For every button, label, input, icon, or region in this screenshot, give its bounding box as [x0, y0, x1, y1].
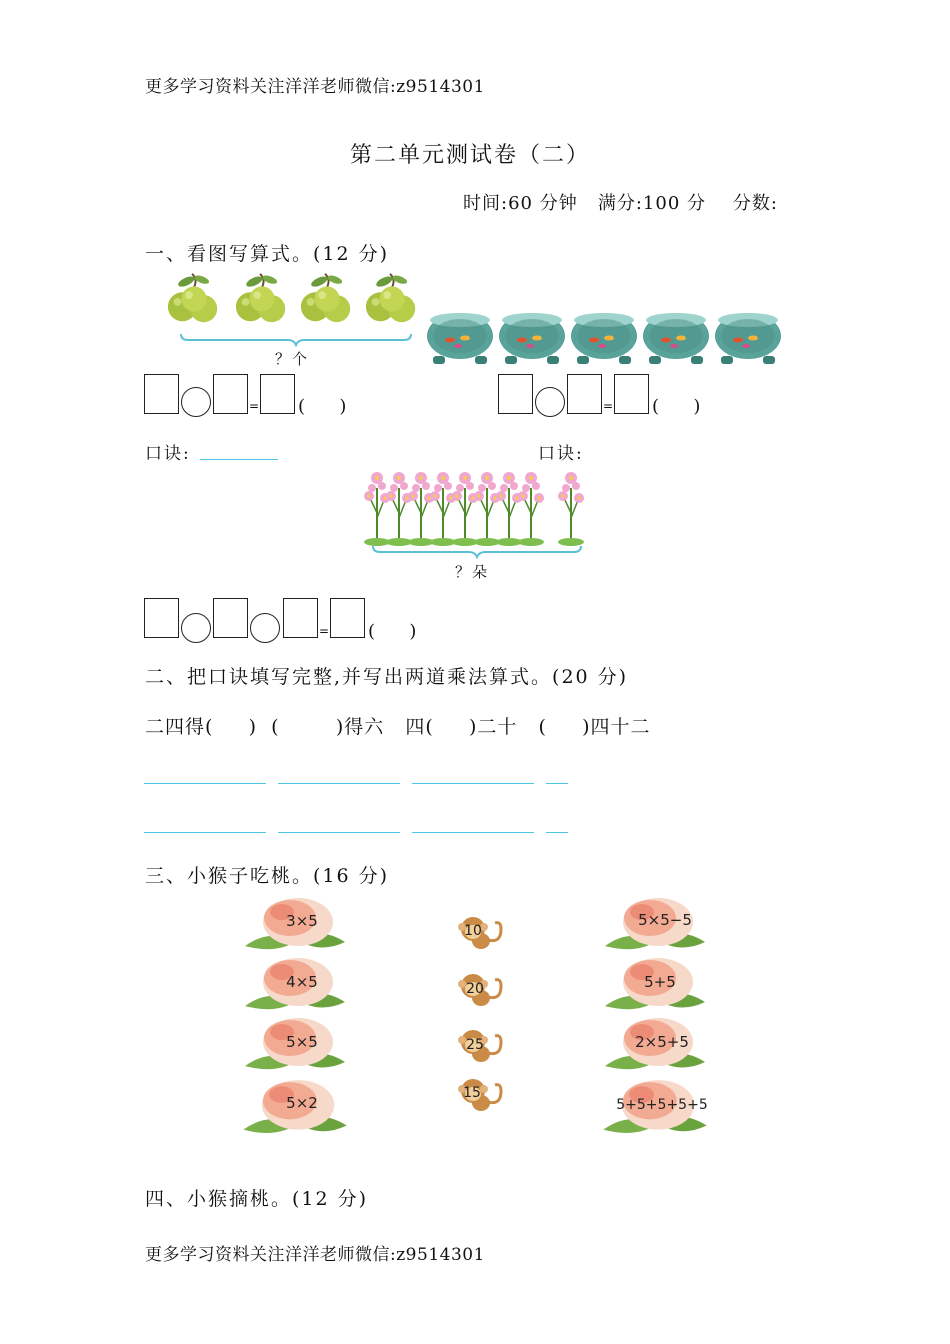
monkey-label: 25 [466, 1037, 484, 1053]
answer-box[interactable] [213, 374, 248, 414]
answer-box[interactable] [283, 598, 318, 638]
peach-label: 5×5−5 [638, 911, 692, 929]
pear-brace [180, 333, 412, 347]
pear-count-label: ？个 [275, 350, 310, 368]
operator-circle[interactable] [535, 387, 565, 417]
operator-circle[interactable] [181, 613, 211, 643]
peach-label: 5+5+5+5+5 [616, 1097, 708, 1113]
pear-group-image [165, 268, 420, 333]
answer-box[interactable] [144, 598, 179, 638]
header-note: 更多学习资料关注洋洋老师微信:z9514301 [145, 77, 485, 97]
answer-line[interactable] [144, 783, 266, 784]
q4-heading: 四、小猴摘桃。(12 分) [145, 1188, 369, 1210]
answer-paren[interactable]: ( ) [298, 396, 347, 417]
monkey-label: 20 [466, 981, 484, 997]
equals-sign: = [319, 624, 330, 638]
answer-box[interactable] [260, 374, 295, 414]
equals-sign: = [603, 399, 614, 413]
answer-line[interactable] [412, 832, 534, 833]
answer-box[interactable] [213, 598, 248, 638]
monkey-label: 15 [463, 1085, 481, 1101]
peach-label: 5+5 [644, 973, 676, 991]
equals-sign: = [249, 399, 260, 413]
footer-note: 更多学习资料关注洋洋老师微信:z9514301 [145, 1245, 485, 1265]
answer-box[interactable] [614, 374, 649, 414]
fish-bowl-group-image [425, 308, 785, 370]
answer-line[interactable] [278, 783, 400, 784]
answer-line[interactable] [546, 832, 568, 833]
operator-circle[interactable] [250, 613, 280, 643]
flower-brace [372, 545, 582, 559]
answer-line[interactable] [144, 832, 266, 833]
answer-paren[interactable]: ( ) [368, 621, 417, 642]
answer-box[interactable] [567, 374, 602, 414]
peach-label: 5×2 [286, 1094, 318, 1112]
flower-group-image [362, 468, 590, 548]
q2-heading: 二、把口诀填写完整,并写出两道乘法算式。(20 分) [145, 666, 629, 688]
peach-label: 4×5 [286, 973, 318, 991]
answer-box[interactable] [330, 598, 365, 638]
koujue-label-left: 口诀: [145, 444, 191, 464]
koujue-label-right: 口诀: [538, 444, 584, 464]
page-title: 第二单元测试卷（二） [350, 143, 591, 168]
answer-paren[interactable]: ( ) [652, 396, 701, 417]
answer-box[interactable] [498, 374, 533, 414]
q2-koujue-line: 二四得( ) ( )得六 四( )二十 ( )四十二 [145, 716, 651, 738]
answer-line[interactable] [546, 783, 568, 784]
q3-heading: 三、小猴子吃桃。(16 分) [145, 865, 390, 887]
operator-circle[interactable] [181, 387, 211, 417]
peach-label: 5×5 [286, 1033, 318, 1051]
answer-line[interactable] [278, 832, 400, 833]
answer-box[interactable] [144, 374, 179, 414]
exam-info: 时间:60 分钟 满分:100 分 分数: [463, 193, 778, 214]
peach-label: 2×5+5 [635, 1033, 689, 1051]
answer-line[interactable] [412, 783, 534, 784]
monkey-label: 10 [464, 923, 482, 939]
flower-count-label: ？朵 [455, 563, 490, 581]
q1-heading: 一、看图写算式。(12 分) [145, 243, 390, 265]
koujue-blank-left[interactable] [200, 459, 278, 460]
peach-label: 3×5 [286, 912, 318, 930]
